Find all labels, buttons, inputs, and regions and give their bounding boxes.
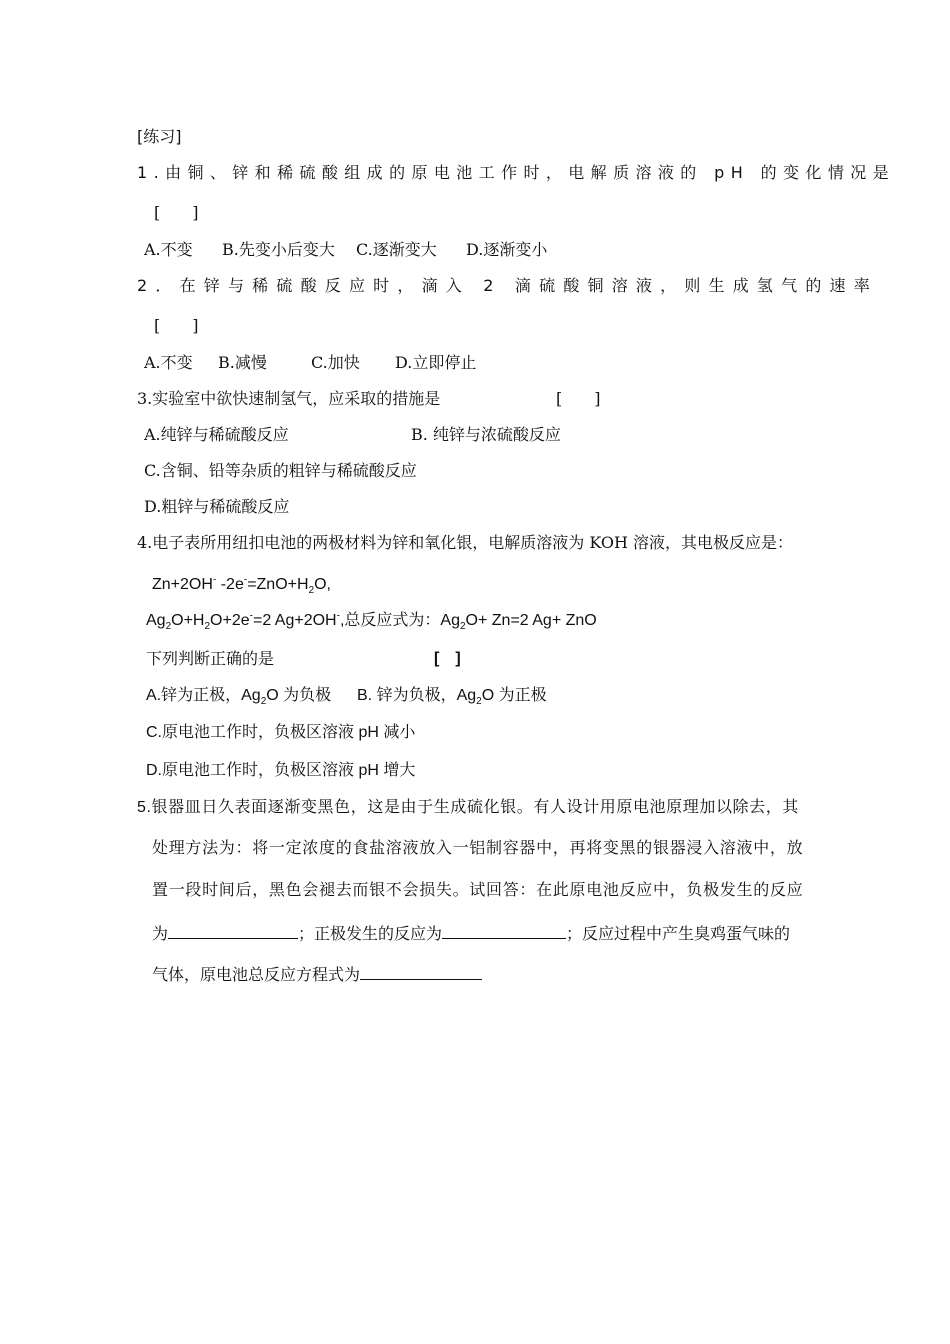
q4-option-a: A.锌为正极，$Ag_2O$ 为负极 [146,687,332,708]
exercise-heading: [练习] [137,127,182,146]
q1-stem: 1.由铜、锌和稀硫酸组成的原电池工作时，电解质溶液的 pH 的变化情况是 [137,163,896,182]
q3-option-b: B. 纯锌与浓硫酸反应 [411,425,561,444]
positive-electrode-answer-blank[interactable] [442,922,566,939]
q1-option-b: B.先变小后变大 [222,240,335,259]
q3-option-c: C.含铜、铅等杂质的粗锌与稀硫酸反应 [144,461,417,480]
q4-option-d: D.原电池工作时，负极区溶液 pH 增大 [146,762,416,779]
q4-prompt: 下列判断正确的是 [146,649,275,668]
q3-option-a: A.纯锌与稀硫酸反应 [144,425,289,444]
q4-option-c: C.原电池工作时，负极区溶液 pH 减小 [146,724,416,741]
q1-option-d: D.逐渐变小 [466,240,548,259]
q3-stem: 3.实验室中欲快速制氢气，应采取的措施是 [137,389,441,408]
q2-answer-bracket: [ ] [154,316,199,335]
q5-line-5: 气体，原电池总反应方程式为 [152,963,482,985]
q4-equation-1: Zn+2OH- $-2e^-=ZnO+H_2O$, [152,574,331,597]
q2-option-b: B.减慢 [218,353,267,372]
q1-answer-bracket: [ ] [154,203,199,222]
q3-option-d: D.粗锌与稀硫酸反应 [144,497,290,516]
q5-line-3: 置一段时间后，黑色会褪去而银不会损失。试回答：在此原电池反应中，负极发生的反应 [152,880,804,899]
q5-line-2: 处理方法为：将一定浓度的食盐溶液放入一铝制容器中，再将变黑的银器浸入溶液中，放 [152,838,804,857]
negative-electrode-answer-blank[interactable] [168,922,298,939]
q2-option-c: C.加快 [311,353,360,372]
q4-option-b: B. 锌为负极，$Ag_2O$ 为正极 [357,687,547,708]
q1-option-c: C.逐渐变大 [356,240,437,259]
q4-equation-2: $Ag_2O+H_2O+2e^-=2$ Ag+2OH-,总反应式为：$Ag_2O+ Zn=2$ Ag+ ZnO [146,610,597,633]
q2-option-a: A.不变 [144,353,193,372]
q4-answer-bracket: [ ] [434,650,461,667]
q1-option-a: A.不变 [144,240,193,259]
overall-equation-answer-blank[interactable] [360,963,482,980]
q2-option-d: D.立即停止 [395,353,477,372]
q5-line-4: 为 ；正极发生的反应为 ；反应过程中产生臭鸡蛋气味的 [152,924,791,943]
q4-stem: 4.电子表所用纽扣电池的两极材料为锌和氧化银，电解质溶液为 KOH 溶液，其电极反应是： [137,533,794,552]
q3-answer-bracket: [ ] [556,389,601,408]
q2-stem: 2．在锌与稀硫酸反应时，滴入 2 滴硫酸铜溶液，则生成氢气的速率 [137,276,878,295]
q5-line-1: 5.银器皿日久表面逐渐变黑色，这是由于生成硫化银。有人设计用原电池原理加以除去，其 [137,799,799,816]
